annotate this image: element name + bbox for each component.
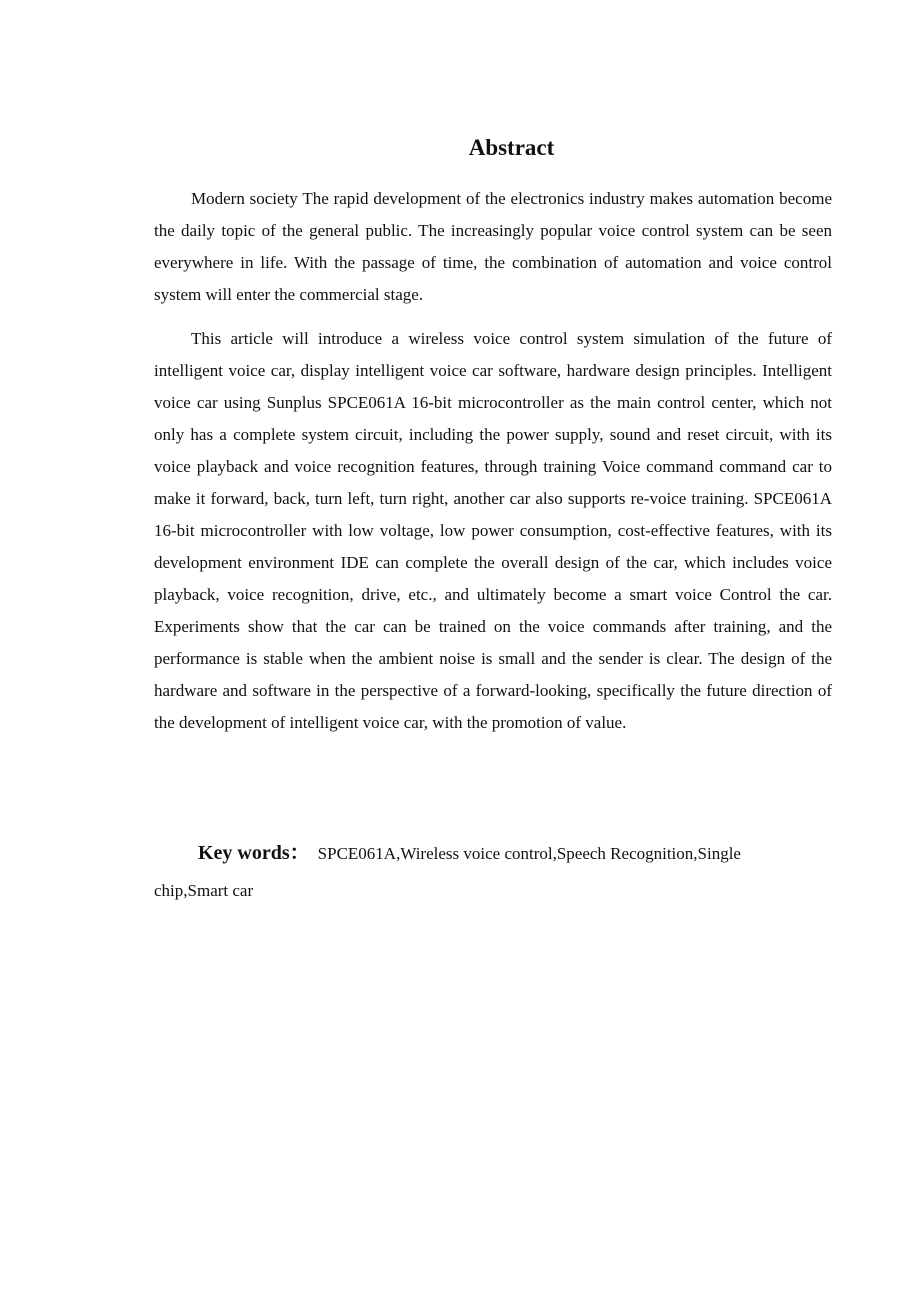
keywords-label: Key words bbox=[198, 842, 290, 864]
keywords-text: SPCE061A,Wireless voice control,Speech Recognition,Single chip,Smart car bbox=[154, 844, 741, 900]
abstract-body bbox=[154, 183, 832, 751]
abstract-paragraph-1: Modern society The rapid development of the electronics industry makes automation become the daily topic of the general public. The increasingly popular voice control system can be seen everywhere in life. With the passage of time, the combination of automation and voice control system will enter the commercial stage. bbox=[154, 189, 832, 304]
abstract-title: Abstract bbox=[468, 135, 555, 160]
abstract-paragraph-2: This article will introduce a wireless voice control system simulation of the future of intelligent voice car, display intelligent voice car software, hardware design principles. Intelligent voice car using Sunplus SPCE061A 16-bit microcontroller as the main control center, which not only has a complete system circuit, including the power supply, sound and reset circuit, with its voice playback and voice recognition features, through training Voice command command car to make it forward, back, turn left, turn right, another car also supports re-voice training. SPCE061A 16-bit microcontroller with low voltage, low power consumption, cost-effective features, with its development environment IDE can complete the overall design of the car, which includes voice playback, voice recognition, drive, etc., and ultimately become a smart voice Control the car. Experiments show that the car can be trained on the voice commands after training, and the performance is stable when the ambient noise is small and the sender is clear. The design of the hardware and software in the perspective of a forward-looking, specifically the future direction of the development of intelligent voice car, with the promotion of value. bbox=[154, 329, 832, 732]
keywords-line bbox=[154, 835, 814, 909]
keywords-separator: ： bbox=[289, 842, 310, 864]
